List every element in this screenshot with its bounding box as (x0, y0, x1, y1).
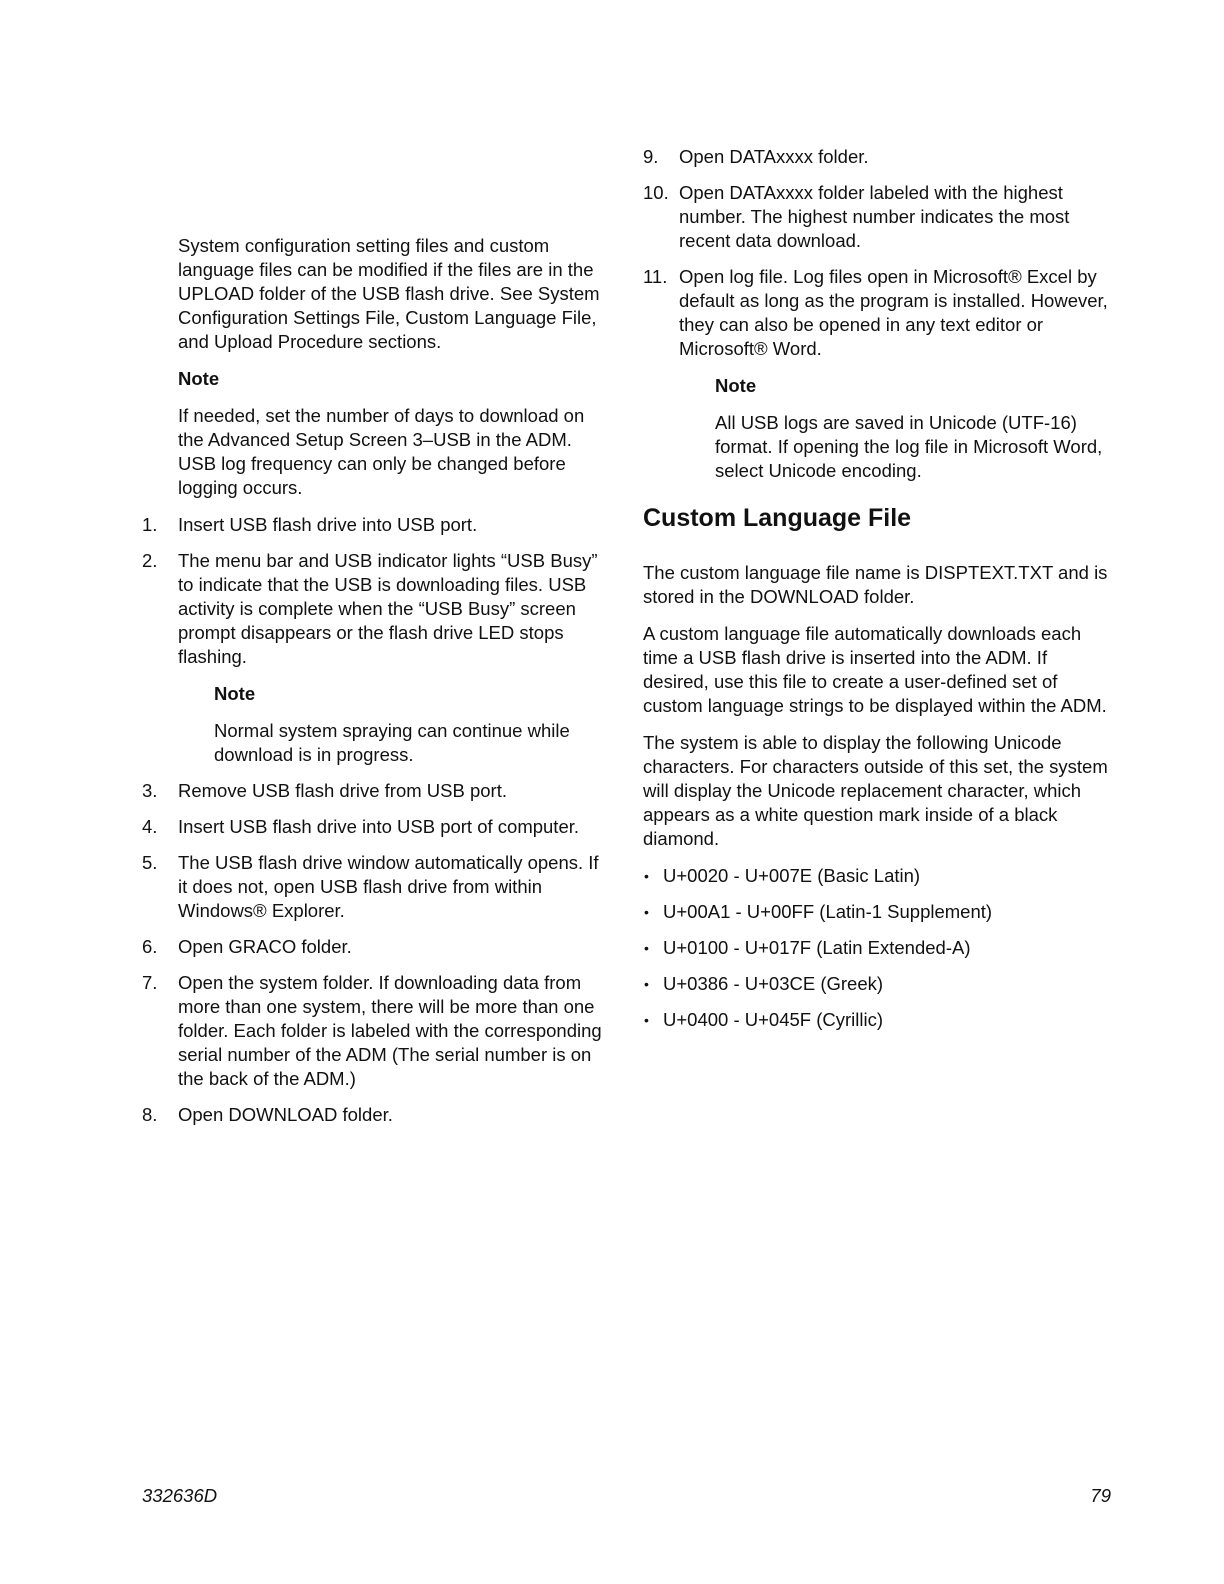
step-11 (643, 265, 1113, 483)
step-text: The USB flash drive window automatically opens. If it does not, open USB flash drive from within Windows® Explorer. (178, 852, 599, 921)
note-heading: Note (214, 683, 256, 704)
step-number: 5. (142, 852, 158, 873)
note-text: All USB logs are saved in Unicode (UTF-16) format. If opening the log file in Microsoft Word, select Unicode encoding. (715, 412, 1103, 481)
step-number: 7. (142, 972, 158, 993)
step-text: Remove USB flash drive from USB port. (178, 780, 507, 801)
step-text: Open GRACO folder. (178, 936, 352, 957)
step-text: Open the system folder. If downloading data from more than one system, there will be more than one folder. Each folder is labeled with the corresponding serial number of the ADM (The serial number is on the back of the ADM.) (178, 972, 602, 1089)
step-number: 1. (142, 514, 158, 535)
note-text: Normal system spraying can continue while download is in progress. (214, 720, 570, 765)
step-1 (142, 513, 612, 537)
step-3 (142, 779, 612, 803)
note-unicode-logs (715, 374, 1113, 483)
left-column (142, 234, 612, 1139)
intro-paragraph: System configuration setting files and custom language files can be modified if the files are in the UPLOAD folder of the USB flash drive. See System Configuration Settings File, Custom Language File, and Upload Procedure sections. (178, 235, 600, 352)
step-2 (142, 549, 612, 767)
note-days-to-download (178, 367, 612, 500)
list-item (643, 936, 1113, 960)
paragraph-file-name: The custom language file name is DISPTEXT.TXT and is stored in the DOWNLOAD folder. (643, 562, 1108, 607)
paragraph-unicode-support: The system is able to display the following Unicode characters. For characters outside of this set, the system will display the Unicode replacement character, which appears as a white question mark inside of a black diamond. (643, 732, 1108, 849)
list-item (643, 1008, 1113, 1032)
section-title: Custom Language File (643, 504, 912, 532)
step-5 (142, 851, 612, 923)
step-text: The menu bar and USB indicator lights “USB Busy” to indicate that the USB is downloading files. USB activity is complete when the “USB Busy” screen prompt disappears or the flash drive LED stops flashing. (178, 550, 598, 667)
step-number: 3. (142, 780, 158, 801)
note-heading: Note (178, 368, 220, 389)
step-number: 8. (142, 1104, 158, 1125)
step-number: 10. (643, 182, 669, 203)
footer-document-number: 332636D (142, 1485, 218, 1506)
list-item (643, 864, 1113, 888)
step-number: 9. (643, 146, 659, 167)
step-number: 4. (142, 816, 158, 837)
list-item-text: U+0100 - U+017F (Latin Extended-A) (663, 937, 971, 958)
step-9 (643, 145, 1113, 169)
step-number: 6. (142, 936, 158, 957)
list-item-text: U+0386 - U+03CE (Greek) (663, 973, 884, 994)
bullet-icon: • (644, 1012, 649, 1028)
unicode-ranges-list (643, 864, 1113, 1032)
bullet-icon: • (644, 976, 649, 992)
step-10 (643, 181, 1113, 253)
bullet-icon: • (644, 940, 649, 956)
note-text: If needed, set the number of days to download on the Advanced Setup Screen 3–USB in the ADM. USB log frequency can only be changed before logging occurs. (178, 405, 585, 498)
list-item (643, 972, 1113, 996)
step-text: Open DATAxxxx folder labeled with the highest number. The highest number indicates the most recent data download. (679, 182, 1070, 251)
step-text: Open log file. Log files open in Microsoft® Excel by default as long as the program is installed. However, they can also be opened in any text editor or Microsoft® Word. (679, 266, 1108, 359)
step-text: Insert USB flash drive into USB port of computer. (178, 816, 580, 837)
note-heading: Note (715, 375, 757, 396)
step-8 (142, 1103, 612, 1127)
step-number: 2. (142, 550, 158, 571)
list-item-text: U+0400 - U+045F (Cyrillic) (663, 1009, 884, 1030)
list-item-text: U+0020 - U+007E (Basic Latin) (663, 865, 921, 886)
step-4 (142, 815, 612, 839)
step-6 (142, 935, 612, 959)
step-text: Open DOWNLOAD folder. (178, 1104, 393, 1125)
list-item-text: U+00A1 - U+00FF (Latin-1 Supplement) (663, 901, 993, 922)
bullet-icon: • (644, 904, 649, 920)
step-text: Insert USB flash drive into USB port. (178, 514, 478, 535)
right-column (643, 145, 1113, 1044)
step-number: 11. (643, 266, 668, 287)
step-text: Open DATAxxxx folder. (679, 146, 869, 167)
footer-page-number: 79 (1090, 1485, 1111, 1506)
step-7 (142, 971, 612, 1091)
note-spraying-continues (214, 682, 612, 767)
download-steps-list (142, 513, 612, 1127)
paragraph-auto-download: A custom language file automatically downloads each time a USB flash drive is inserted into the ADM. If desired, use this file to create a user-defined set of custom language strings to be displayed within the ADM. (643, 623, 1107, 716)
bullet-icon: • (644, 868, 649, 884)
list-item (643, 900, 1113, 924)
download-steps-list-continued (643, 145, 1113, 483)
